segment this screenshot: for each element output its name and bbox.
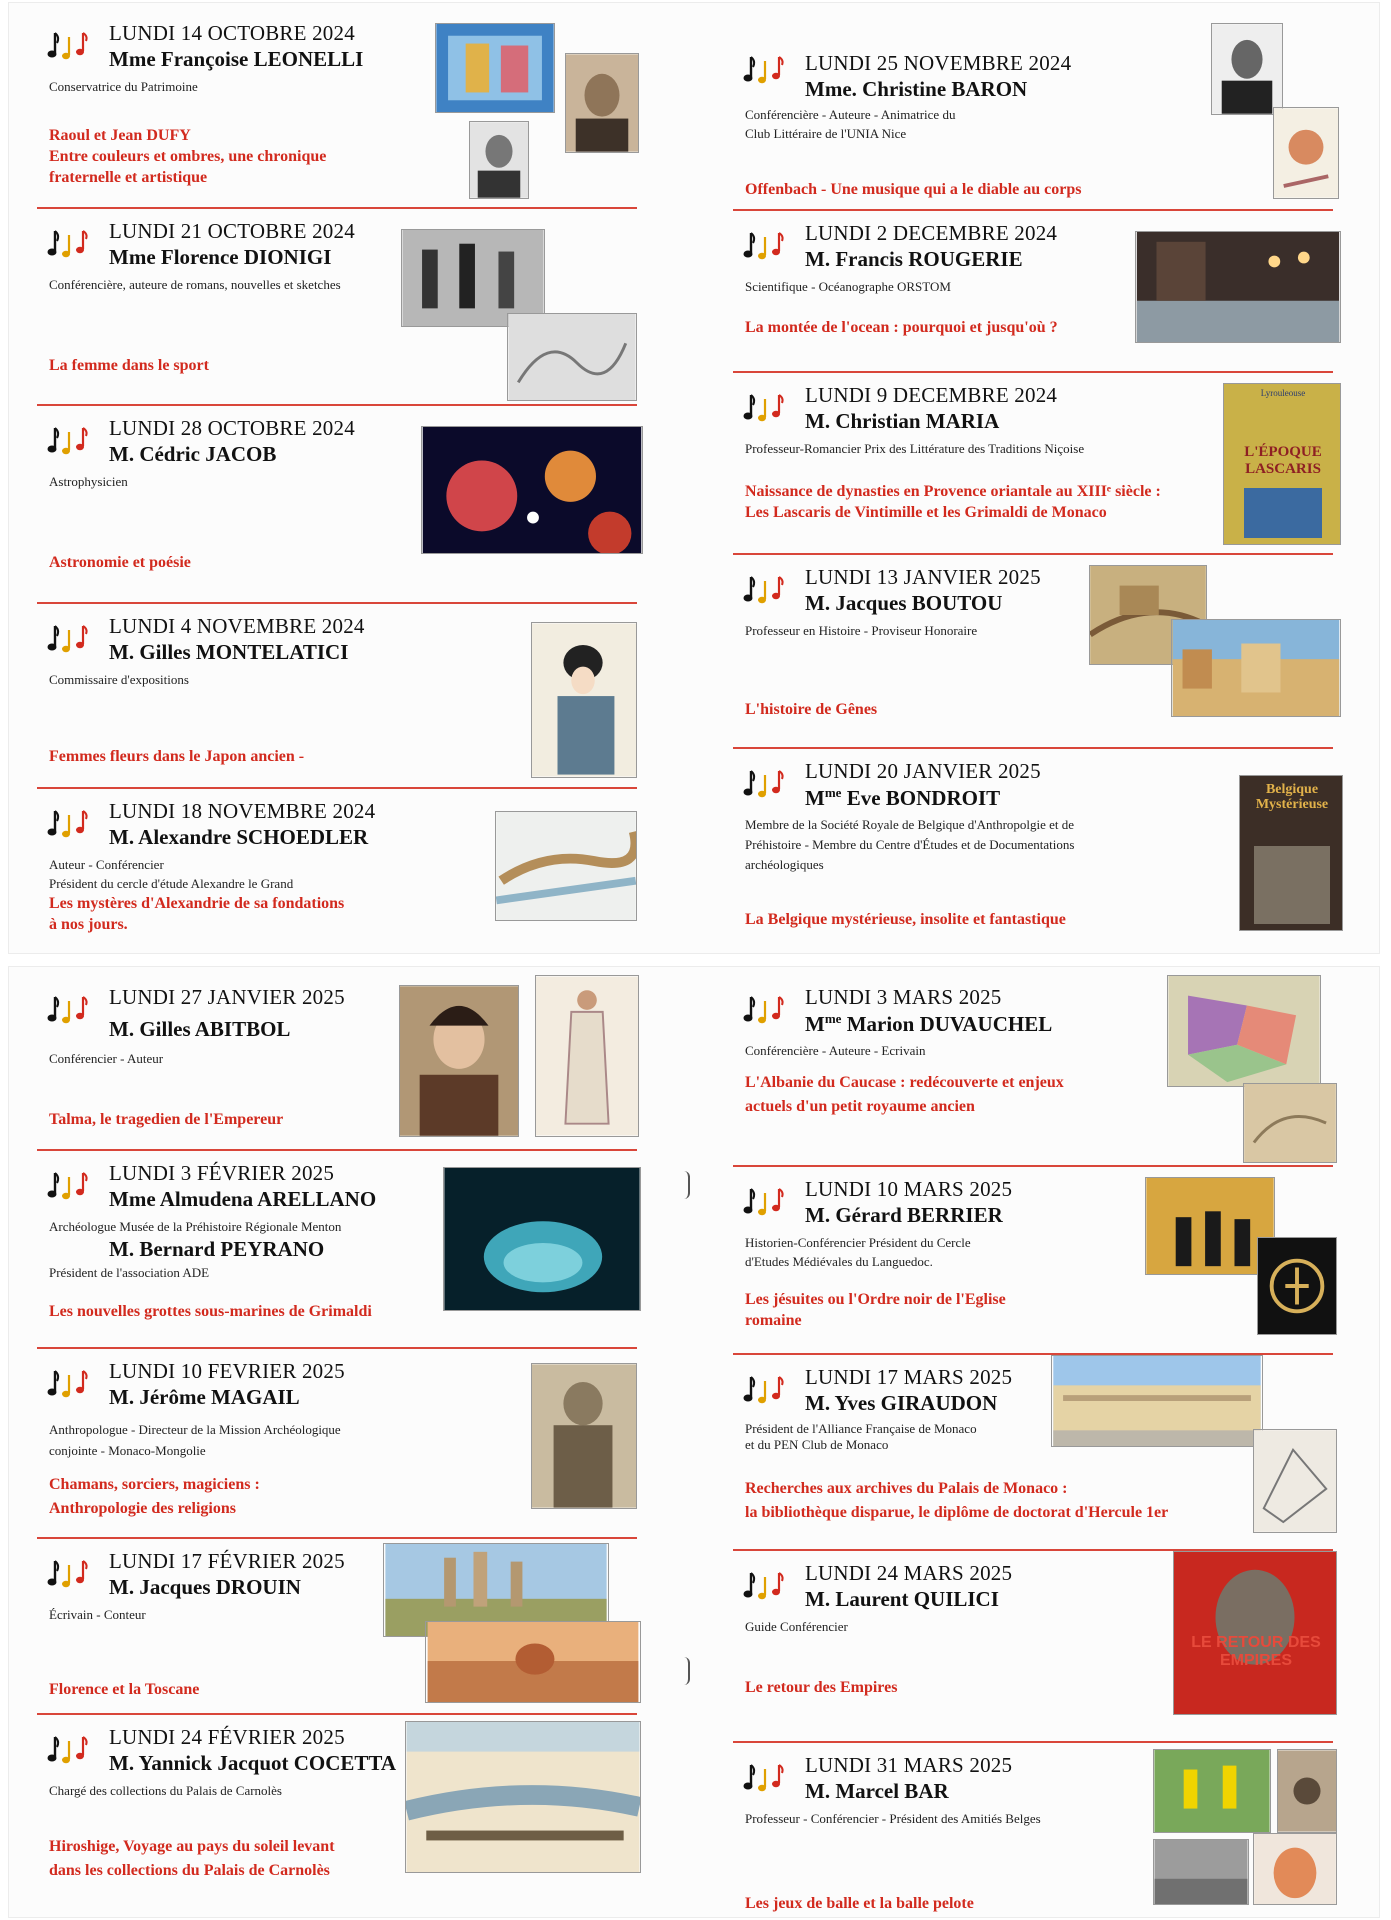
event-speaker: M. Cédric JACOB (109, 442, 277, 466)
music-notes-icon (743, 391, 787, 425)
event-speaker: M. Alexandre SCHOEDLER (109, 825, 369, 849)
event-date: LUNDI 21 OCTOBRE 2024 (109, 219, 355, 243)
event-date: LUNDI 14 OCTOBRE 2024 (109, 21, 355, 45)
event-topic: Hiroshige, Voyage au pays du soleil levant dans les collections du Palais de Carnolès (49, 1838, 335, 1879)
event-date: LUNDI 24 MARS 2025 (805, 1561, 1013, 1585)
music-notes-icon (743, 573, 787, 607)
event-speaker: M. Gilles ABITBOL (109, 1017, 291, 1041)
book-cover-image (1239, 775, 1343, 931)
underwater-cave-image (443, 1167, 641, 1311)
event-topic: Raoul et Jean DUFY Entre couleurs et ombres, une chronique fraternelle et artistique (49, 127, 327, 186)
event-entry (37, 1715, 637, 1920)
music-notes-icon (47, 622, 91, 656)
event-date: LUNDI 18 NOVEMBRE 2024 (109, 799, 376, 823)
music-notes-icon (47, 1733, 91, 1767)
event-topic: Astronomie et poésie (49, 554, 191, 571)
event-date: LUNDI 10 FEVRIER 2025 (109, 1359, 345, 1383)
fold-mark (684, 1657, 690, 1685)
painting-image (435, 23, 555, 113)
statue-image (531, 1363, 637, 1509)
sketch-image (507, 313, 637, 401)
event-date: LUNDI 27 JANVIER 2025 (109, 985, 345, 1009)
event-entry (37, 406, 637, 604)
portrait-painting-image (399, 985, 519, 1137)
event-date: LUNDI 9 DECEMBRE 2024 (805, 383, 1058, 407)
book-cover-title: LE RETOUR DES EMPIRES (1191, 1634, 1321, 1669)
monks-painting-image (1145, 1177, 1275, 1275)
event-speaker-role: Historien-Conférencier Président du Cercle d'Etudes Médiévales du Languedoc. (745, 1235, 971, 1269)
event-speaker: M. Yves GIRAUDON (805, 1391, 998, 1415)
music-notes-icon (47, 1367, 91, 1401)
event-speaker: M. Gilles MONTELATICI (109, 640, 349, 664)
fold-mark (684, 1171, 690, 1199)
flooded-street-image (1135, 231, 1341, 343)
event-date: LUNDI 25 NOVEMBRE 2024 (805, 51, 1072, 75)
program-page-top (8, 2, 1380, 954)
book-cover-title: Belgique Mystérieuse (1255, 782, 1329, 812)
event-topic: La femme dans le sport (49, 357, 209, 374)
event-entry (733, 749, 1333, 959)
glove-photo-image (1253, 1833, 1337, 1905)
music-notes-icon (47, 1557, 91, 1591)
florence-panorama-image (425, 1621, 641, 1703)
music-notes-icon (743, 767, 787, 801)
event-entry (37, 209, 637, 406)
event-speaker: M. Jacques DROUIN (109, 1575, 301, 1599)
event-speaker: M. Francis ROUGERIE (805, 247, 1023, 271)
event-speaker-role: Scientifique - Océanographe ORSTOM (745, 279, 951, 294)
music-notes-icon (743, 1569, 787, 1603)
plan-sketch-image (1253, 1429, 1337, 1533)
terrain-map-image (1243, 1083, 1337, 1163)
event-entry (37, 604, 637, 789)
event-entry (733, 555, 1333, 749)
event-entry (733, 211, 1333, 373)
city-photo-image (1171, 619, 1341, 717)
event-entry (37, 11, 637, 209)
event-date: LUNDI 20 JANVIER 2025 (805, 759, 1041, 783)
event-entry (733, 373, 1333, 555)
event-speaker: Mme. Christine BARON (805, 77, 1028, 101)
event-speaker: Mme Françoise LEONELLI (109, 47, 364, 71)
event-date: LUNDI 10 MARS 2025 (805, 1177, 1013, 1201)
hiroshige-print-image (405, 1721, 641, 1873)
event-speaker-role: Conférencière - Auteure - Ecrivain (745, 1043, 926, 1058)
caucasus-map-image (1167, 975, 1321, 1087)
event-speaker-role: Professeur en Histoire - Proviseur Honoraire (745, 623, 978, 638)
music-notes-icon (47, 227, 91, 261)
ball-photo-image (1277, 1749, 1337, 1833)
event-topic: Femmes fleurs dans le Japon ancien - (49, 748, 305, 765)
event-speaker: $M^{me}$ Marion DUVAUCHEL (805, 1011, 1053, 1036)
event-speaker-role: Professeur-Romancier Prix des Littérature des Traditions Niçoise (745, 441, 1085, 456)
caricature-image (1273, 107, 1339, 199)
event-topic: Les jeux de balle et la balle pelote (745, 1895, 974, 1912)
event-speaker: M. Jacques BOUTOU (805, 591, 1003, 615)
event-date: LUNDI 4 NOVEMBRE 2024 (109, 614, 365, 638)
street-game-photo-image (1153, 1839, 1249, 1905)
event-topic: Offenbach - Une musique qui a le diable au corps (745, 181, 1082, 198)
music-notes-icon (47, 1169, 91, 1203)
event-entry (733, 975, 1333, 1167)
event-date: LUNDI 2 DECEMBRE 2024 (805, 221, 1058, 245)
event-speaker: M. Jérôme MAGAIL (109, 1385, 300, 1409)
event-speaker-role: Professeur - Conférencier - Président des Amitiés Belges (745, 1811, 1041, 1826)
emblem-image (1257, 1237, 1337, 1335)
japanese-print-image (531, 622, 637, 778)
event-entry (37, 1151, 637, 1349)
event-topic: L'Albanie du Caucase : redécouverte et enjeux actuels d'un petit royaume ancien (745, 1074, 1064, 1115)
event-entry (37, 975, 637, 1151)
book-cover-image (1173, 1551, 1337, 1715)
book-cover-title: L'ÉPOQUE LASCARIS (1244, 444, 1322, 477)
event-topic: La montée de l'ocean : pourquoi et jusqu'où ? (745, 319, 1058, 336)
music-notes-icon (47, 29, 91, 63)
event-speaker: Mme Florence DIONIGI (109, 245, 332, 269)
map-image (495, 811, 637, 921)
event-date: LUNDI 17 MARS 2025 (805, 1365, 1013, 1389)
event-speaker-role: Conférencier - Auteur (49, 1051, 164, 1066)
event-speaker: $M^{me}$ Eve BONDROIT (805, 785, 1001, 810)
event-speaker: M. Laurent QUILICI (805, 1587, 999, 1611)
event-speaker-second: M. Bernard PEYRANO (109, 1237, 325, 1261)
event-entry (733, 1743, 1333, 1920)
costume-sketch-image (535, 975, 639, 1137)
event-entry (37, 1349, 637, 1539)
ball-game-photo-image (1153, 1749, 1271, 1833)
music-notes-icon (743, 993, 787, 1027)
event-topic: L'histoire de Gênes (745, 701, 878, 718)
event-speaker-role: Guide Conférencier (745, 1619, 848, 1634)
event-topic: Chamans, sorciers, magiciens : Anthropologie des religions (49, 1476, 260, 1517)
event-entry (733, 1355, 1333, 1551)
event-speaker: M. Christian MARIA (805, 409, 1000, 433)
event-entry (37, 1539, 637, 1715)
event-speaker: M. Marcel BAR (805, 1779, 949, 1803)
event-speaker: M. Yannick Jacquot COCETTA (109, 1751, 397, 1775)
event-speaker-role: Conférencière, auteure de romans, nouvelles et sketches (49, 277, 341, 292)
event-speaker-role: Commissaire d'expositions (49, 672, 189, 687)
event-speaker-role: Membre de la Société Royale de Belgique d'Anthropolgie et de Préhistoire - Membre du Centre d'Études et de Documentations archéologiques (745, 817, 1075, 872)
music-notes-icon (743, 1761, 787, 1795)
event-speaker: M. Gérard BERRIER (805, 1203, 1003, 1227)
event-speaker-role: Astrophysicien (49, 474, 128, 489)
music-notes-icon (47, 993, 91, 1027)
event-entry (733, 1551, 1333, 1743)
event-date: LUNDI 24 FÉVRIER 2025 (109, 1725, 345, 1749)
music-notes-icon (47, 807, 91, 841)
portrait-photo-image (565, 53, 639, 153)
event-date: LUNDI 3 MARS 2025 (805, 985, 1002, 1009)
event-speaker-second-role: Président de l'association ADE (49, 1265, 210, 1280)
event-speaker-role: Auteur - Conférencier Président du cercle d'étude Alexandre le Grand (49, 857, 294, 891)
music-notes-icon (743, 1185, 787, 1219)
event-topic: Talma, le tragedien de l'Empereur (49, 1111, 284, 1128)
event-topic: Naissance de dynasties en Provence oriantale au XIIIᵉ siècle : Les Lascaris de Vintimille et les Grimaldi de Monaco (745, 483, 1161, 521)
event-speaker-role: Président de l'Alliance Française de Monaco et du PEN Club de Monaco (745, 1421, 977, 1452)
event-date: LUNDI 17 FÉVRIER 2025 (109, 1549, 345, 1573)
event-speaker-role: Anthropologue - Directeur de la Mission Archéologique conjointe - Monaco-Mongolie (49, 1422, 341, 1458)
event-speaker-role: Conservatrice du Patrimoine (49, 79, 198, 94)
book-cover-image: Lyrouleouse L'ÉPOQUE LASCARIS (1223, 383, 1341, 545)
event-speaker-role: Archéologue Musée de la Préhistoire Régionale Menton (49, 1219, 342, 1234)
event-topic: La Belgique mystérieuse, insolite et fantastique (745, 911, 1066, 928)
event-entry (733, 11, 1333, 211)
event-topic: Florence et la Toscane (49, 1681, 200, 1698)
event-speaker-role: Conférencière - Auteure - Animatrice du Club Littéraire de l'UNIA Nice (745, 107, 956, 141)
event-date: LUNDI 28 OCTOBRE 2024 (109, 416, 355, 440)
program-page-bottom (8, 966, 1380, 1918)
event-topic: Le retour des Empires (745, 1679, 898, 1696)
space-planets-image (421, 426, 643, 554)
event-date: LUNDI 13 JANVIER 2025 (805, 565, 1041, 589)
music-notes-icon (743, 1373, 787, 1407)
event-date: LUNDI 31 MARS 2025 (805, 1753, 1013, 1777)
palace-photo-image (1051, 1355, 1263, 1447)
event-topic: Les jésuites ou l'Ordre noir de l'Eglise romaine (745, 1291, 1006, 1329)
event-topic: Recherches aux archives du Palais de Monaco : la bibliothèque disparue, le diplôme de doctorat d'Hercule 1er (745, 1480, 1169, 1521)
event-entry (37, 789, 637, 959)
event-topic: Les nouvelles grottes sous-marines de Grimaldi (49, 1303, 372, 1320)
portrait-photo-image (1211, 23, 1283, 115)
event-entry (733, 1167, 1333, 1355)
event-speaker-role: Chargé des collections du Palais de Carnolès (49, 1783, 282, 1798)
event-speaker-role: Écrivain - Conteur (49, 1607, 146, 1622)
event-topic: Les mystères d'Alexandrie de sa fondations à nos jours. (49, 895, 345, 933)
music-notes-icon (743, 53, 787, 87)
portrait-photo-image (469, 121, 529, 199)
music-notes-icon (47, 424, 91, 458)
music-notes-icon (743, 229, 787, 263)
event-date: LUNDI 3 FÉVRIER 2025 (109, 1161, 335, 1185)
event-speaker: Mme Almudena ARELLANO (109, 1187, 377, 1211)
